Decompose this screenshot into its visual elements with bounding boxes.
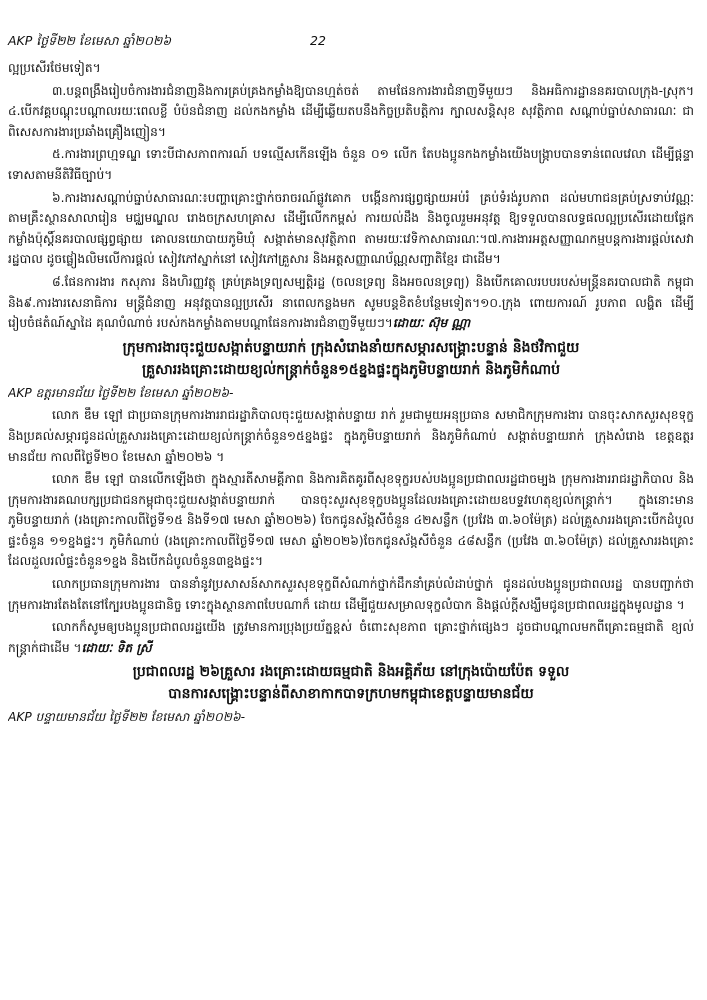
article-title-line: គ្រួសាររងគ្រោះដោយខ្យល់កន្ត្រាក់ចំនួន១៥ខ្នងផ្ទះក្នុងភូមិបន្ទាយរាក់ និងភូមិកំណាប់ bbox=[141, 361, 561, 378]
article-title-line: បានការសង្គ្រោះបន្ទាន់ពីសាខាកាកបាទក្រហមកម្ពុជាខេត្តបន្ទាយមានជ័យ bbox=[168, 686, 534, 703]
article-byline: ដោយៈ ទិត ស្រី bbox=[81, 640, 152, 655]
article-dateline: AKP បន្ទាយមានជ័យ ថ្ងៃទី២២ ខែមេសា ឆ្នាំ២០២៦- bbox=[8, 710, 245, 725]
paragraph: លោក ឌឹម ឡៅ បានលើកឡើងថា ក្នុងស្មារតីសាមគ្គីភាព និងការគិតគូរពីសុខទុក្ខរបស់បងប្អូនប្រជាពលរដ្ឋជាចម្បង ក្រុមការងាររាជរដ្ឋាភិបាល និងក្រុមការងារគណបក្សប្រជាជនកម្ពុជាចុះជួយសង្កាត់បន្ទាយរាក់ បានចុះសួរសុខទុក្ខបងប្អូនដែលរងគ្រោះដោយឧបទ្ទវហេតុខ្យល់កន្ត្រាក់។ ក្នុងនោះមាន ភូមិបន្ទាយរាក់ (រងគ្រោះកាលពីថ្ងៃទី១៥ និងទី១៧ មេសា ឆ្នាំ២០២៦) ចែកជូនស័ង្កសីចំនួន ៤២សន្លឹក (ប្រវែង ៣.៦០ម៉ែត្រ) ដល់គ្រួសាររងគ្រោះបើកដំបូលផ្ទះចំនួន ១១ខ្នងផ្ទះ។ ភូមិកំណាប់ (រងគ្រោះកាលពីថ្ងៃទី១៧ មេសា ឆ្នាំ២០២៦)ចែកជូនស័ង្កសីចំនួន ៤៨សន្លឹក (ប្រវែង ៣.៦០ម៉ែត្រ) ដល់គ្រួសាររងគ្រោះដែលដួលរលំផ្ទះចំនួន១ខ្នង និងបើកដំបូលចំនួន៣ខ្នងផ្ទះ។ bbox=[8, 472, 694, 569]
paragraph bbox=[8, 617, 694, 658]
paragraph: លោក ឌឹម ឡៅ ជាប្រធានក្រុមការងាររាជរដ្ឋាភិបាលចុះជួយសង្កាត់បន្ទាយ រាក់ រួមជាមួយអនុប្រធាន សមាជិកក្រុមការងារ បានចុះសាកសួរសុខទុក្ខ និងប្រគល់សម្ភារជូនដល់គ្រួសាររងគ្រោះដោយខ្យល់កន្ត្រាក់ចំនួន១៥ខ្នងផ្ទះ ក្នុងភូមិបន្ទាយរាក់ និងភូមិកំណាប់ សង្កាត់បន្ទាយរាក់ ក្រុងសំរោង ខេត្តឧត្តរមានជ័យ កាលពីថ្ងៃទី២០ ខែមេសា ឆ្នាំ២០២៦ ។ bbox=[8, 408, 694, 464]
article-title-line: ក្រុមការងារចុះជួយសង្កាត់បន្ទាយរាក់ ក្រុងសំរោងនាំយកសម្ភារសង្គ្រោះបន្ទាន់ និងថវិកាជួយ bbox=[122, 339, 580, 356]
article-dateline: AKP ឧត្តរមានជ័យ ថ្ងៃទី២២ ខែមេសា ឆ្នាំ២០២៦- bbox=[8, 385, 234, 400]
paragraph-item-5: ៥.ការងារព្រហ្មទណ្ឌ ទោះបីជាសភាពការណ៍ បទល្មើសកើនឡើង ចំនួន ០១ លើក តែបងប្អូនកងកម្លាំងយើងបង្ក្រាបបានទាន់ពេលវេលា ដើម្បីផ្តន្ទាទោសតាមនីតិវិធីច្បាប់។ bbox=[8, 147, 694, 182]
article-storm-relief bbox=[8, 337, 694, 659]
page-number: 22 bbox=[310, 33, 326, 48]
article-title bbox=[8, 661, 694, 705]
paragraph-text: លោកក៏សូមឲ្យបងប្អូនប្រជាពលរដ្ឋយើង ត្រូវមានការប្រុងប្រយ័ត្នខ្ពស់ ចំពោះសុខភាព គ្រោះថ្នាក់ផ្សេងៗ ដូចជាបណ្តាលមកពីគ្រោះធម្មជាតិ ខ្យល់កន្ត្រាក់ជាដើម ។ bbox=[8, 620, 694, 655]
article-police-report bbox=[8, 58, 694, 334]
article-red-cross-relief bbox=[8, 661, 694, 728]
page-content bbox=[8, 58, 694, 988]
article-byline: ដោយៈ ស៊ុម ណ្ណា bbox=[392, 316, 471, 331]
paragraph-continuation: ល្អប្រសើរថែមទៀត។ bbox=[8, 61, 101, 75]
header-agency-date: AKP ថ្ងៃទី២២ ខែមេសា ឆ្នាំ២០២៦ bbox=[8, 33, 172, 48]
article-title bbox=[8, 337, 694, 381]
paragraph: លោកប្រធានក្រុមការងារ បាននាំនូវប្រសាសន៍សាកសួរសុខទុក្ខពីសំណាក់ថ្នាក់ដឹកនាំគ្រប់លំដាប់ថ្នាក់ ជូនដល់បងប្អូនប្រជាពលរដ្ឋ បានបញ្ជាក់ថា ក្រុមការងារតែងតែនៅក្បែរបងប្អូនជានិច្ច ទោះក្នុងស្ថានភាពបែបណាក៏ ដោយ ដើម្បីជួយសម្រាលទុក្ខលំបាក និងផ្តល់ក្តីសង្ឃឹមជូនប្រជាពលរដ្ឋក្នុងមូលដ្ឋាន ។ bbox=[8, 577, 694, 612]
paragraph-item-6-7: ៦.ការងារសណ្តាប់ធ្នាប់សាធារណៈ៖បញ្ហាគ្រោះថ្នាក់ចរាចរណ៍ផ្លូវគោក បង្កើនការផ្សព្វផ្សាយអប់រំ គ្រប់ទំរង់រូបភាព ដល់មហាជនគ្រប់ស្រទាប់វណ្ណៈ តាមគ្រឹះស្ថានសាលារៀន មជ្ឈមណ្ឌល រោងចក្រសហគ្រាស ដើម្បីលើកកម្ពស់ ការយល់ដឹង និងចូលរួមអនុវត្ត ឱ្យទទួលបានលទ្ធផលល្អប្រសើរដោយផ្តែកកម្លាំងប៉ុស្តិ៍នគរបាលផ្សព្វផ្សាយ គោលនយោបាយភូមិឃុំ សង្កាត់មានសុវត្ថិភាព តាមរយៈវេទិកាសាធារណៈ។៧.ការងារអត្តសញ្ញាណកម្មបន្តការងារផ្តល់សេវារដ្ឋបាល ដូចផ្លៀងលិមលើការផ្តល់ សៀវភៅស្នាក់នៅ សៀវភៅគ្រួសារ និងអត្តសញ្ញាណប័ណ្ណសញ្ជាតិខ្មែរ ជាដើម។ bbox=[8, 190, 694, 267]
article-title-line: ប្រជាពលរដ្ឋ ២៦គ្រួសារ រងគ្រោះដោយធម្មជាតិ និងអគ្គិភ័យ នៅក្រុងប៉ោយប៉ែត ទទួល bbox=[132, 664, 570, 681]
paragraph-item-3-4: ៣.បន្តពង្រឹងរៀបចំការងារជំនាញនិងការគ្រប់គ្រងកម្លាំងឱ្យបានហ្មត់ចត់ តាមផែនការងារជំនាញទីមួយៗ និងអធិការដ្ឋាននគរបាលក្រុង-ស្រុក។៤.បើកវគ្គបណ្តុះបណ្តាលរយៈពេលខ្លី បំប៉នជំនាញ ដល់កងកម្លាំង ដើម្បីឆ្លើយតបនឹងកិច្ចប្រតិបត្តិការ ក្បាលសន្តិសុខ សុវត្ថិភាព សណ្តាប់ធ្នាប់សាធារណៈ ជាពិសេសការងារប្រឆាំងគ្រឿងញៀន។ bbox=[8, 83, 694, 139]
page-header bbox=[8, 33, 698, 55]
paragraph-item-8-10 bbox=[8, 272, 694, 334]
paragraph-text: ៨.ផែនការងារ កសុភារ និងហិរញ្ញវត្ថុ គ្រប់គ្រងទ្រព្យសម្បត្តិរដ្ឋ (ចលនទ្រព្យ និងអចលនទ្រព្យ) និងបើកគោលរបបរបស់មន្ត្រីនគរបាលជាតិ កម្ពុជានិង៩.ការងារសេនាធិការ មន្ត្រីជំនាញ អនុវត្តបានល្អប្រសើរ នាពេលកន្លងមក សូមបន្តខិតខំបន្ថែមទៀត។១០.ក្រុង ពោយការណ៍ រូបភាព លង្ហិត ដើម្បីរៀបចំផតំណ៍ស្នាដៃ គុណបំណាច់ របស់កងកម្លាំងតាមបណ្តាផែនការងារជំនាញទីមួយៗ។ bbox=[8, 274, 694, 331]
